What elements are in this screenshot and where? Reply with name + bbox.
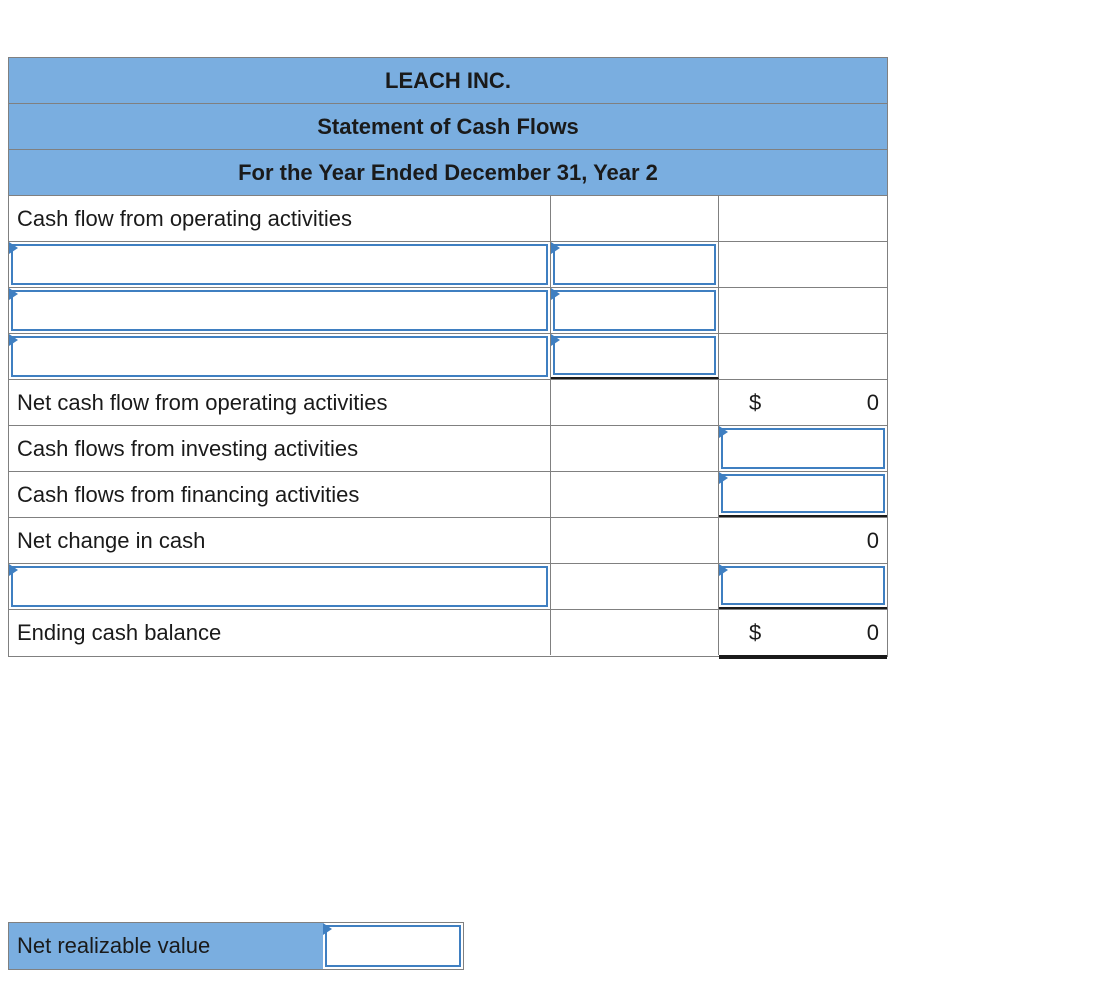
empty-cell (551, 472, 719, 517)
company-name-header (9, 58, 887, 104)
dropdown-marker-icon (551, 334, 560, 346)
net-change-value-cell (719, 518, 887, 563)
nrv-input[interactable] (325, 925, 461, 967)
dropdown-marker-icon (719, 564, 728, 576)
balance-amount-input[interactable] (721, 566, 885, 605)
dropdown-marker-icon (719, 472, 728, 484)
empty-cell (551, 564, 719, 609)
financing-amount-cell (719, 472, 887, 517)
dropdown-marker-icon (9, 242, 18, 254)
currency-symbol: $ (749, 390, 762, 415)
net-operating-value: 0 (866, 390, 879, 415)
ending-balance-value: 0 (866, 620, 879, 645)
currency-symbol: $ (749, 620, 762, 645)
operating-amount-2-input[interactable] (553, 290, 716, 331)
empty-cell (719, 334, 887, 379)
nrv-label: Net realizable value (17, 933, 211, 958)
empty-cell (551, 380, 719, 425)
dropdown-marker-icon (9, 288, 18, 300)
operating-item-2-select[interactable] (11, 290, 548, 331)
statement-period: For the Year Ended December 31, Year 2 (238, 159, 658, 185)
operating-item-2-cell (9, 288, 551, 333)
row-label-cell (9, 472, 551, 517)
table-row (9, 242, 887, 288)
balance-amount-cell (719, 564, 887, 609)
row-label-cell (9, 610, 551, 655)
table-row (9, 196, 887, 242)
operating-amount-1-input[interactable] (553, 244, 716, 285)
table-row (9, 380, 887, 426)
operating-item-1-cell (9, 242, 551, 287)
company-name: LEACH INC. (385, 67, 511, 93)
empty-cell (551, 426, 719, 471)
investing-amount-input[interactable] (721, 428, 885, 469)
row-label-cell (9, 518, 551, 563)
operating-amount-3-input[interactable] (553, 336, 716, 375)
investing-amount-cell (719, 426, 887, 471)
operating-amount-1-cell (551, 242, 719, 287)
empty-cell (719, 288, 887, 333)
financing-label: Cash flows from financing activities (17, 482, 360, 507)
statement-title: Statement of Cash Flows (317, 113, 579, 139)
table-row (9, 564, 887, 610)
operating-amount-3-cell (551, 334, 719, 379)
operating-item-3-cell (9, 334, 551, 379)
dropdown-marker-icon (719, 426, 728, 438)
net-operating-value-cell (719, 380, 887, 425)
dropdown-marker-icon (9, 334, 18, 346)
nrv-label-cell (9, 923, 323, 969)
empty-cell (551, 518, 719, 563)
table-row (9, 334, 887, 380)
dropdown-marker-icon (9, 564, 18, 576)
operating-amount-2-cell (551, 288, 719, 333)
ending-balance-label: Ending cash balance (17, 620, 222, 645)
balance-item-select[interactable] (11, 566, 548, 607)
investing-label: Cash flows from investing activities (17, 436, 359, 461)
balance-item-cell (9, 564, 551, 609)
double-underline (719, 655, 887, 659)
operating-activities-label: Cash flow from operating activities (17, 206, 353, 231)
statement-title-header (9, 104, 887, 150)
net-change-label: Net change in cash (17, 528, 206, 553)
empty-cell (719, 196, 887, 241)
net-change-value: 0 (866, 528, 879, 553)
net-realizable-value-table (8, 922, 464, 970)
dropdown-marker-icon (323, 923, 332, 935)
table-row (9, 472, 887, 518)
empty-cell (719, 242, 887, 287)
net-operating-label: Net cash flow from operating activities (17, 390, 388, 415)
table-row (9, 610, 887, 656)
row-label-cell (9, 196, 551, 241)
cash-flow-statement-table (8, 57, 888, 657)
row-label-cell (9, 380, 551, 425)
financing-amount-input[interactable] (721, 474, 885, 513)
table-row (9, 518, 887, 564)
statement-period-header (9, 150, 887, 196)
nrv-input-cell (323, 923, 463, 969)
operating-item-3-select[interactable] (11, 336, 548, 377)
table-row (9, 426, 887, 472)
dropdown-marker-icon (551, 242, 560, 254)
table-row (9, 288, 887, 334)
empty-cell (551, 610, 719, 655)
operating-item-1-select[interactable] (11, 244, 548, 285)
ending-balance-value-cell (719, 610, 887, 655)
empty-cell (551, 196, 719, 241)
dropdown-marker-icon (551, 288, 560, 300)
row-label-cell (9, 426, 551, 471)
